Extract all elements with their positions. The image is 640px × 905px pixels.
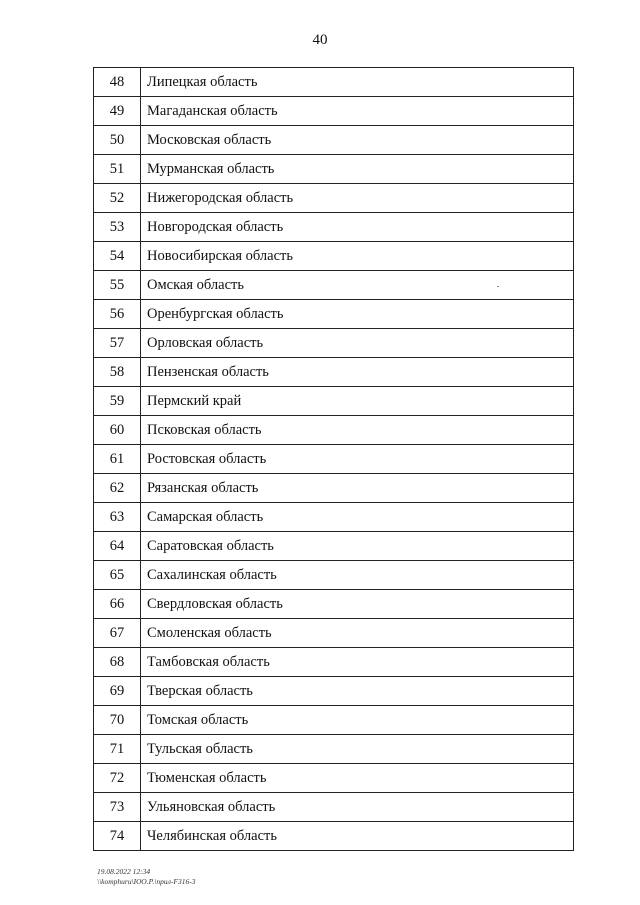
- table-row: [94, 677, 574, 706]
- region-name-cell: Ростовская область: [141, 445, 574, 474]
- row-number-cell: 53: [94, 213, 141, 242]
- table-row: [94, 619, 574, 648]
- row-number-cell: 73: [94, 793, 141, 822]
- page-number: 40: [312, 32, 328, 48]
- footer-timestamp: 19.08.2022 12:34: [97, 867, 151, 876]
- table-row: [94, 590, 574, 619]
- region-name-cell: Московская область: [141, 126, 574, 155]
- row-number-cell: 68: [94, 648, 141, 677]
- row-number-cell: 58: [94, 358, 141, 387]
- table-row: [94, 561, 574, 590]
- row-number-cell: 65: [94, 561, 141, 590]
- table-row: [94, 793, 574, 822]
- row-number-cell: 54: [94, 242, 141, 271]
- row-number-cell: 60: [94, 416, 141, 445]
- row-number-cell: 57: [94, 329, 141, 358]
- table-row: [94, 68, 574, 97]
- row-number-cell: 67: [94, 619, 141, 648]
- region-name-cell: Оренбургская область: [141, 300, 574, 329]
- table-row: [94, 764, 574, 793]
- region-name-cell: Омская область: [141, 271, 574, 300]
- row-number-cell: 69: [94, 677, 141, 706]
- table-row: [94, 706, 574, 735]
- table-row: [94, 445, 574, 474]
- row-number-cell: 52: [94, 184, 141, 213]
- row-number-cell: 59: [94, 387, 141, 416]
- table-row: [94, 155, 574, 184]
- region-name-cell: Новосибирская область: [141, 242, 574, 271]
- table-row: [94, 735, 574, 764]
- region-name-cell: Мурманская область: [141, 155, 574, 184]
- row-number-cell: 62: [94, 474, 141, 503]
- row-number-cell: 74: [94, 822, 141, 851]
- region-name-cell: Магаданская область: [141, 97, 574, 126]
- region-name-cell: Новгородская область: [141, 213, 574, 242]
- row-number-cell: 49: [94, 97, 141, 126]
- table-row: [94, 126, 574, 155]
- row-number-cell: 48: [94, 68, 141, 97]
- table-row: [94, 242, 574, 271]
- region-name-cell: Тульская область: [141, 735, 574, 764]
- region-name-cell: Тамбовская область: [141, 648, 574, 677]
- region-name-cell: Саратовская область: [141, 532, 574, 561]
- row-number-cell: 61: [94, 445, 141, 474]
- regions-table-body: [94, 68, 574, 851]
- row-number-cell: 64: [94, 532, 141, 561]
- region-name-cell: Челябинская область: [141, 822, 574, 851]
- region-name-cell: Тверская область: [141, 677, 574, 706]
- row-number-cell: 70: [94, 706, 141, 735]
- region-name-cell: Орловская область: [141, 329, 574, 358]
- row-number-cell: 51: [94, 155, 141, 184]
- table-row: [94, 474, 574, 503]
- row-number-cell: 63: [94, 503, 141, 532]
- region-name-cell: Томская область: [141, 706, 574, 735]
- footer-file-path: \\komphuru\ЮО.Р.\прил-F316-3: [97, 877, 196, 886]
- region-name-cell: Нижегородская область: [141, 184, 574, 213]
- table-row: [94, 97, 574, 126]
- region-name-cell: Псковская область: [141, 416, 574, 445]
- row-number-cell: 72: [94, 764, 141, 793]
- table-row: [94, 503, 574, 532]
- region-name-cell: Самарская область: [141, 503, 574, 532]
- table-row: [94, 184, 574, 213]
- table-row: [94, 532, 574, 561]
- table-row: [94, 300, 574, 329]
- region-name-cell: Смоленская область: [141, 619, 574, 648]
- table-row: [94, 822, 574, 851]
- row-number-cell: 71: [94, 735, 141, 764]
- region-name-cell: Сахалинская область: [141, 561, 574, 590]
- scan-speck: [497, 286, 499, 287]
- row-number-cell: 56: [94, 300, 141, 329]
- region-name-cell: Пензенская область: [141, 358, 574, 387]
- region-name-cell: Тюменская область: [141, 764, 574, 793]
- region-name-cell: Липецкая область: [141, 68, 574, 97]
- table-row: [94, 416, 574, 445]
- row-number-cell: 66: [94, 590, 141, 619]
- table-row: [94, 271, 574, 300]
- row-number-cell: 50: [94, 126, 141, 155]
- regions-table: [93, 67, 574, 851]
- row-number-cell: 55: [94, 271, 141, 300]
- document-footer: [97, 867, 196, 887]
- table-row: [94, 329, 574, 358]
- region-name-cell: Рязанская область: [141, 474, 574, 503]
- region-name-cell: Свердловская область: [141, 590, 574, 619]
- table-row: [94, 358, 574, 387]
- region-name-cell: Ульяновская область: [141, 793, 574, 822]
- table-row: [94, 648, 574, 677]
- table-row: [94, 387, 574, 416]
- table-row: [94, 213, 574, 242]
- region-name-cell: Пермский край: [141, 387, 574, 416]
